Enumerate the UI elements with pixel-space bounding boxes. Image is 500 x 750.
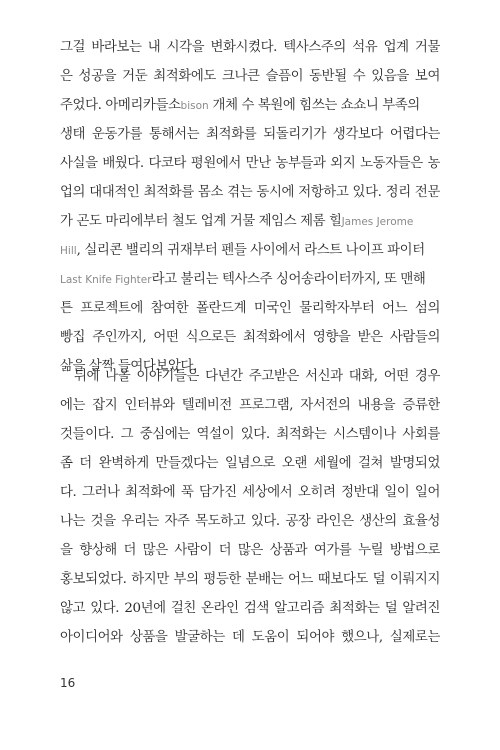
text-segment: 개체 수 복원에 힘쓰는 쇼쇼니 부족의: [212, 98, 420, 113]
text-segment: , 실리콘 밸리의 귀재부터 펜들 사이에서 라스트 나이프 파이터: [76, 243, 425, 258]
text-line: 빵집 주인까지, 어떤 식으로든 최적화에서 영향을 받은 사람들의: [60, 330, 440, 345]
text-line: 생태 운동가를 통해서는 최적화를 되돌리기가 생각보다 어렵다는: [60, 127, 440, 142]
latin-annotation: Hill: [60, 245, 77, 257]
text-line: 업의 대대적인 최적화를 몸소 겪는 동시에 저항하고 있다. 정리 전문: [60, 185, 440, 200]
text-line: 뒤에 나올 이야기들은 다년간 주고받은 서신과 대화, 어떤 경우: [74, 369, 440, 384]
text-line: 아이디어와 상품을 발굴하는 데 도움이 되어야 했으나, 실제로는: [60, 630, 440, 645]
text-line: 않고 있다. 20년에 걸친 온라인 검색 알고리즘 최적화는 덜 알려진: [60, 601, 440, 616]
page-number: 16: [60, 676, 76, 690]
text-line: 홍보되었다. 하지만 부의 평등한 분배는 어느 때보다도 덜 이뤄지지: [60, 572, 440, 587]
text-line: [60, 208, 440, 235]
text-line: 그걸 바라보는 내 시각을 변화시켰다. 텍사스주의 석유 업계 거물: [60, 40, 440, 55]
text-line: 에는 잡지 인터뷰와 텔레비전 프로그램, 자서전의 내용을 증류한: [60, 398, 440, 413]
text-line: 튼 프로젝트에 참여한 폴란드계 미국인 물리학자부터 어느 섬의: [60, 301, 440, 316]
latin-annotation: bison: [180, 100, 209, 112]
text-segment: 라고 불리는 텍사스주 싱어송라이터까지, 또 맨해: [151, 272, 426, 287]
text-line: 다. 그러나 최적화에 푹 담가진 세상에서 오히려 정반대 일이 일어: [60, 485, 440, 500]
text-line: 삶을 살짝 들여다보았다.: [60, 359, 197, 374]
text-line: [60, 92, 440, 119]
text-line: [60, 266, 440, 293]
text-line: 좀 더 완벽하게 만들겠다는 일념으로 오랜 세월에 걸쳐 발명되었: [60, 456, 440, 471]
latin-annotation: James Jerome: [341, 216, 414, 228]
text-line: 사실을 배웠다. 다코타 평원에서 만난 농부들과 외지 노동자들은 농: [60, 156, 440, 171]
text-line: 것들이다. 그 중심에는 역설이 있다. 최적화는 시스템이나 사회를: [60, 427, 440, 442]
text-line: 은 성공을 거둔 최적화에도 크나큰 슬픔이 동반될 수 있음을 보여: [60, 69, 440, 84]
latin-annotation: Last Knife Fighter: [60, 274, 152, 286]
text-line: [60, 237, 440, 264]
text-line: 을 향상해 더 많은 사람이 더 많은 상품과 여가를 누릴 방법으로: [60, 543, 440, 558]
text-line: 나는 것을 우리는 자주 목도하고 있다. 공장 라인은 생산의 효율성: [60, 514, 440, 529]
text-segment: 주었다. 아메리카들소: [60, 98, 181, 113]
text-segment: 가 곤도 마리에부터 철도 업계 거물 제임스 제롬 힐: [60, 214, 342, 229]
